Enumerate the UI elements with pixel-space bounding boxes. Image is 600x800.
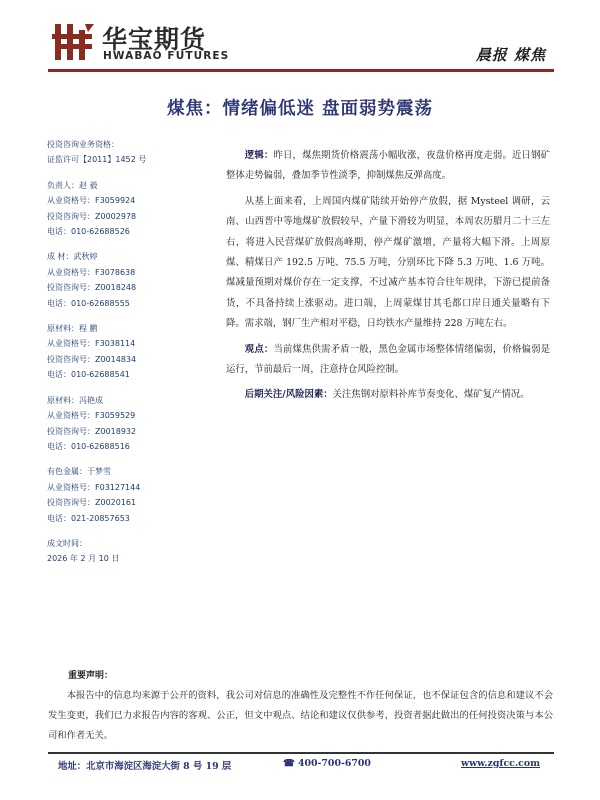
sidebar-spacer bbox=[47, 168, 217, 178]
sidebar-line: 负责人：赵 毅 bbox=[47, 180, 98, 190]
sidebar-line: 电话：010-62688516 bbox=[47, 441, 130, 451]
logo-chinese-name: 华宝期货 bbox=[102, 25, 207, 54]
sidebar-spacer bbox=[47, 526, 217, 536]
sidebar-line: 原材料：程 鹏 bbox=[47, 324, 98, 334]
sidebar-spacer bbox=[47, 239, 217, 249]
disclaimer-text: 本报告中的信息均来源于公开的资料，我公司对信息的准确性及完整性不作任何保证，也不保证包含的信息和建议不会发生变更，我们已力求报告内容的客观、公正，但文中观点、结论和建议仅供参考，投资者据此做出的任何投资决策与本公司和作者无关。 bbox=[48, 690, 553, 741]
footer-divider bbox=[48, 752, 554, 754]
footer-website-link[interactable]: www.zgfcc.com bbox=[461, 758, 541, 769]
sidebar-line: 有色金属：于梦雪 bbox=[47, 467, 111, 477]
logo-english-name: HWABAO FUTURES bbox=[103, 50, 230, 62]
sidebar-line: 从业资格号：F3038114 bbox=[47, 339, 136, 349]
analyst-sidebar bbox=[47, 137, 217, 567]
sidebar-line: 原材料：冯艳成 bbox=[47, 395, 103, 405]
disclaimer-title: 重要声明： bbox=[68, 671, 114, 681]
sidebar-line: 电话：010-62688526 bbox=[47, 227, 130, 237]
risk-paragraph bbox=[226, 385, 550, 405]
logic-paragraph bbox=[226, 146, 550, 187]
sidebar-line: 从业资格号：F03127144 bbox=[47, 482, 141, 492]
sidebar-line: 投资咨询业务资格： bbox=[47, 140, 119, 149]
view-paragraph bbox=[226, 340, 550, 381]
sidebar-line: 电话：021-20857653 bbox=[47, 513, 130, 523]
sidebar-line: 成文时间： bbox=[47, 538, 87, 548]
sidebar-spacer bbox=[47, 311, 217, 321]
sidebar-line: 投资咨询号：Z0002978 bbox=[47, 211, 137, 221]
company-logo bbox=[52, 18, 230, 68]
sidebar-line: 成 材：武秋婷 bbox=[47, 252, 98, 262]
sidebar-line: 从业资格号：F3078638 bbox=[47, 267, 136, 277]
risk-text: 关注焦钢对原料补库节奏变化、煤矿复产情况。 bbox=[332, 389, 530, 401]
report-title: 煤焦：情绪偏低迷 盘面弱势震荡 bbox=[166, 99, 434, 119]
sidebar-line: 从业资格号：F3059924 bbox=[47, 196, 136, 206]
hwabao-logo-icon bbox=[52, 20, 96, 64]
report-body bbox=[226, 146, 550, 406]
view-label: 观点： bbox=[244, 343, 274, 355]
sidebar-line: 2026 年 2 月 10 日 bbox=[47, 554, 120, 564]
sidebar-line: 电话：010-62688541 bbox=[47, 370, 130, 380]
sidebar-line: 投资咨询号：Z0018932 bbox=[47, 426, 137, 436]
sidebar-line: 投资咨询号：Z0018248 bbox=[47, 283, 137, 293]
sidebar-line: 电话：010-62688555 bbox=[47, 298, 130, 308]
sidebar-line: 从业资格号：F3059529 bbox=[47, 411, 136, 421]
header-divider bbox=[48, 69, 554, 72]
sidebar-line: 投资咨询号：Z0014834 bbox=[47, 354, 137, 364]
sidebar-spacer bbox=[47, 383, 217, 393]
report-type-label: 晨报 煤焦 bbox=[475, 46, 546, 64]
sidebar-line: 证监许可【2011】1452 号 bbox=[47, 155, 147, 165]
sidebar-spacer bbox=[47, 454, 217, 464]
footer-phone: ☎ 400-700-6700 bbox=[283, 758, 371, 769]
logic-label: 逻辑： bbox=[244, 150, 274, 161]
footer-address: 地址：北京市海淀区海淀大街 8 号 19 层 bbox=[58, 761, 232, 772]
risk-label: 后期关注/风险因素： bbox=[244, 389, 333, 401]
sidebar-line: 投资咨询号：Z0020161 bbox=[47, 498, 137, 508]
supply-paragraph: 从基上面来看，上周国内煤矿陆续开始停产放假，据 Mysteel 调研，云南、山西晋中等地煤矿放假较早，产量下滑较为明显，本周农历腊月二十三左右，将进入民营煤矿放假高峰期，停产煤矿激增，产量将大幅下滑。上周原煤、精煤日产 192.5 万吨、75.5 万吨，分别环比下降 5.3 万吨、1.6 万吨。煤减量预期对煤价存在一定支撑，不过减产基本符合往年规律，下游已提前备货，不具备持续上涨驱动。进口端，上周蒙煤甘其毛都口岸日通关量略有下降。需求端，钢厂生产相对平稳，日均铁水产量维持 228 万吨左右。 bbox=[226, 195, 550, 330]
logic-text: 昨日，煤焦期货价格震荡小幅收涨，夜盘价格再度走弱。近日钢矿整体走势偏弱，叠加季节性淡季，抑制煤焦反弹高度。 bbox=[226, 150, 550, 182]
view-text: 当前煤焦供需矛盾一般，黑色金属市场整体情绪偏弱，价格偏弱是运行，节前最后一周，注意持仓风险控制。 bbox=[226, 343, 550, 376]
